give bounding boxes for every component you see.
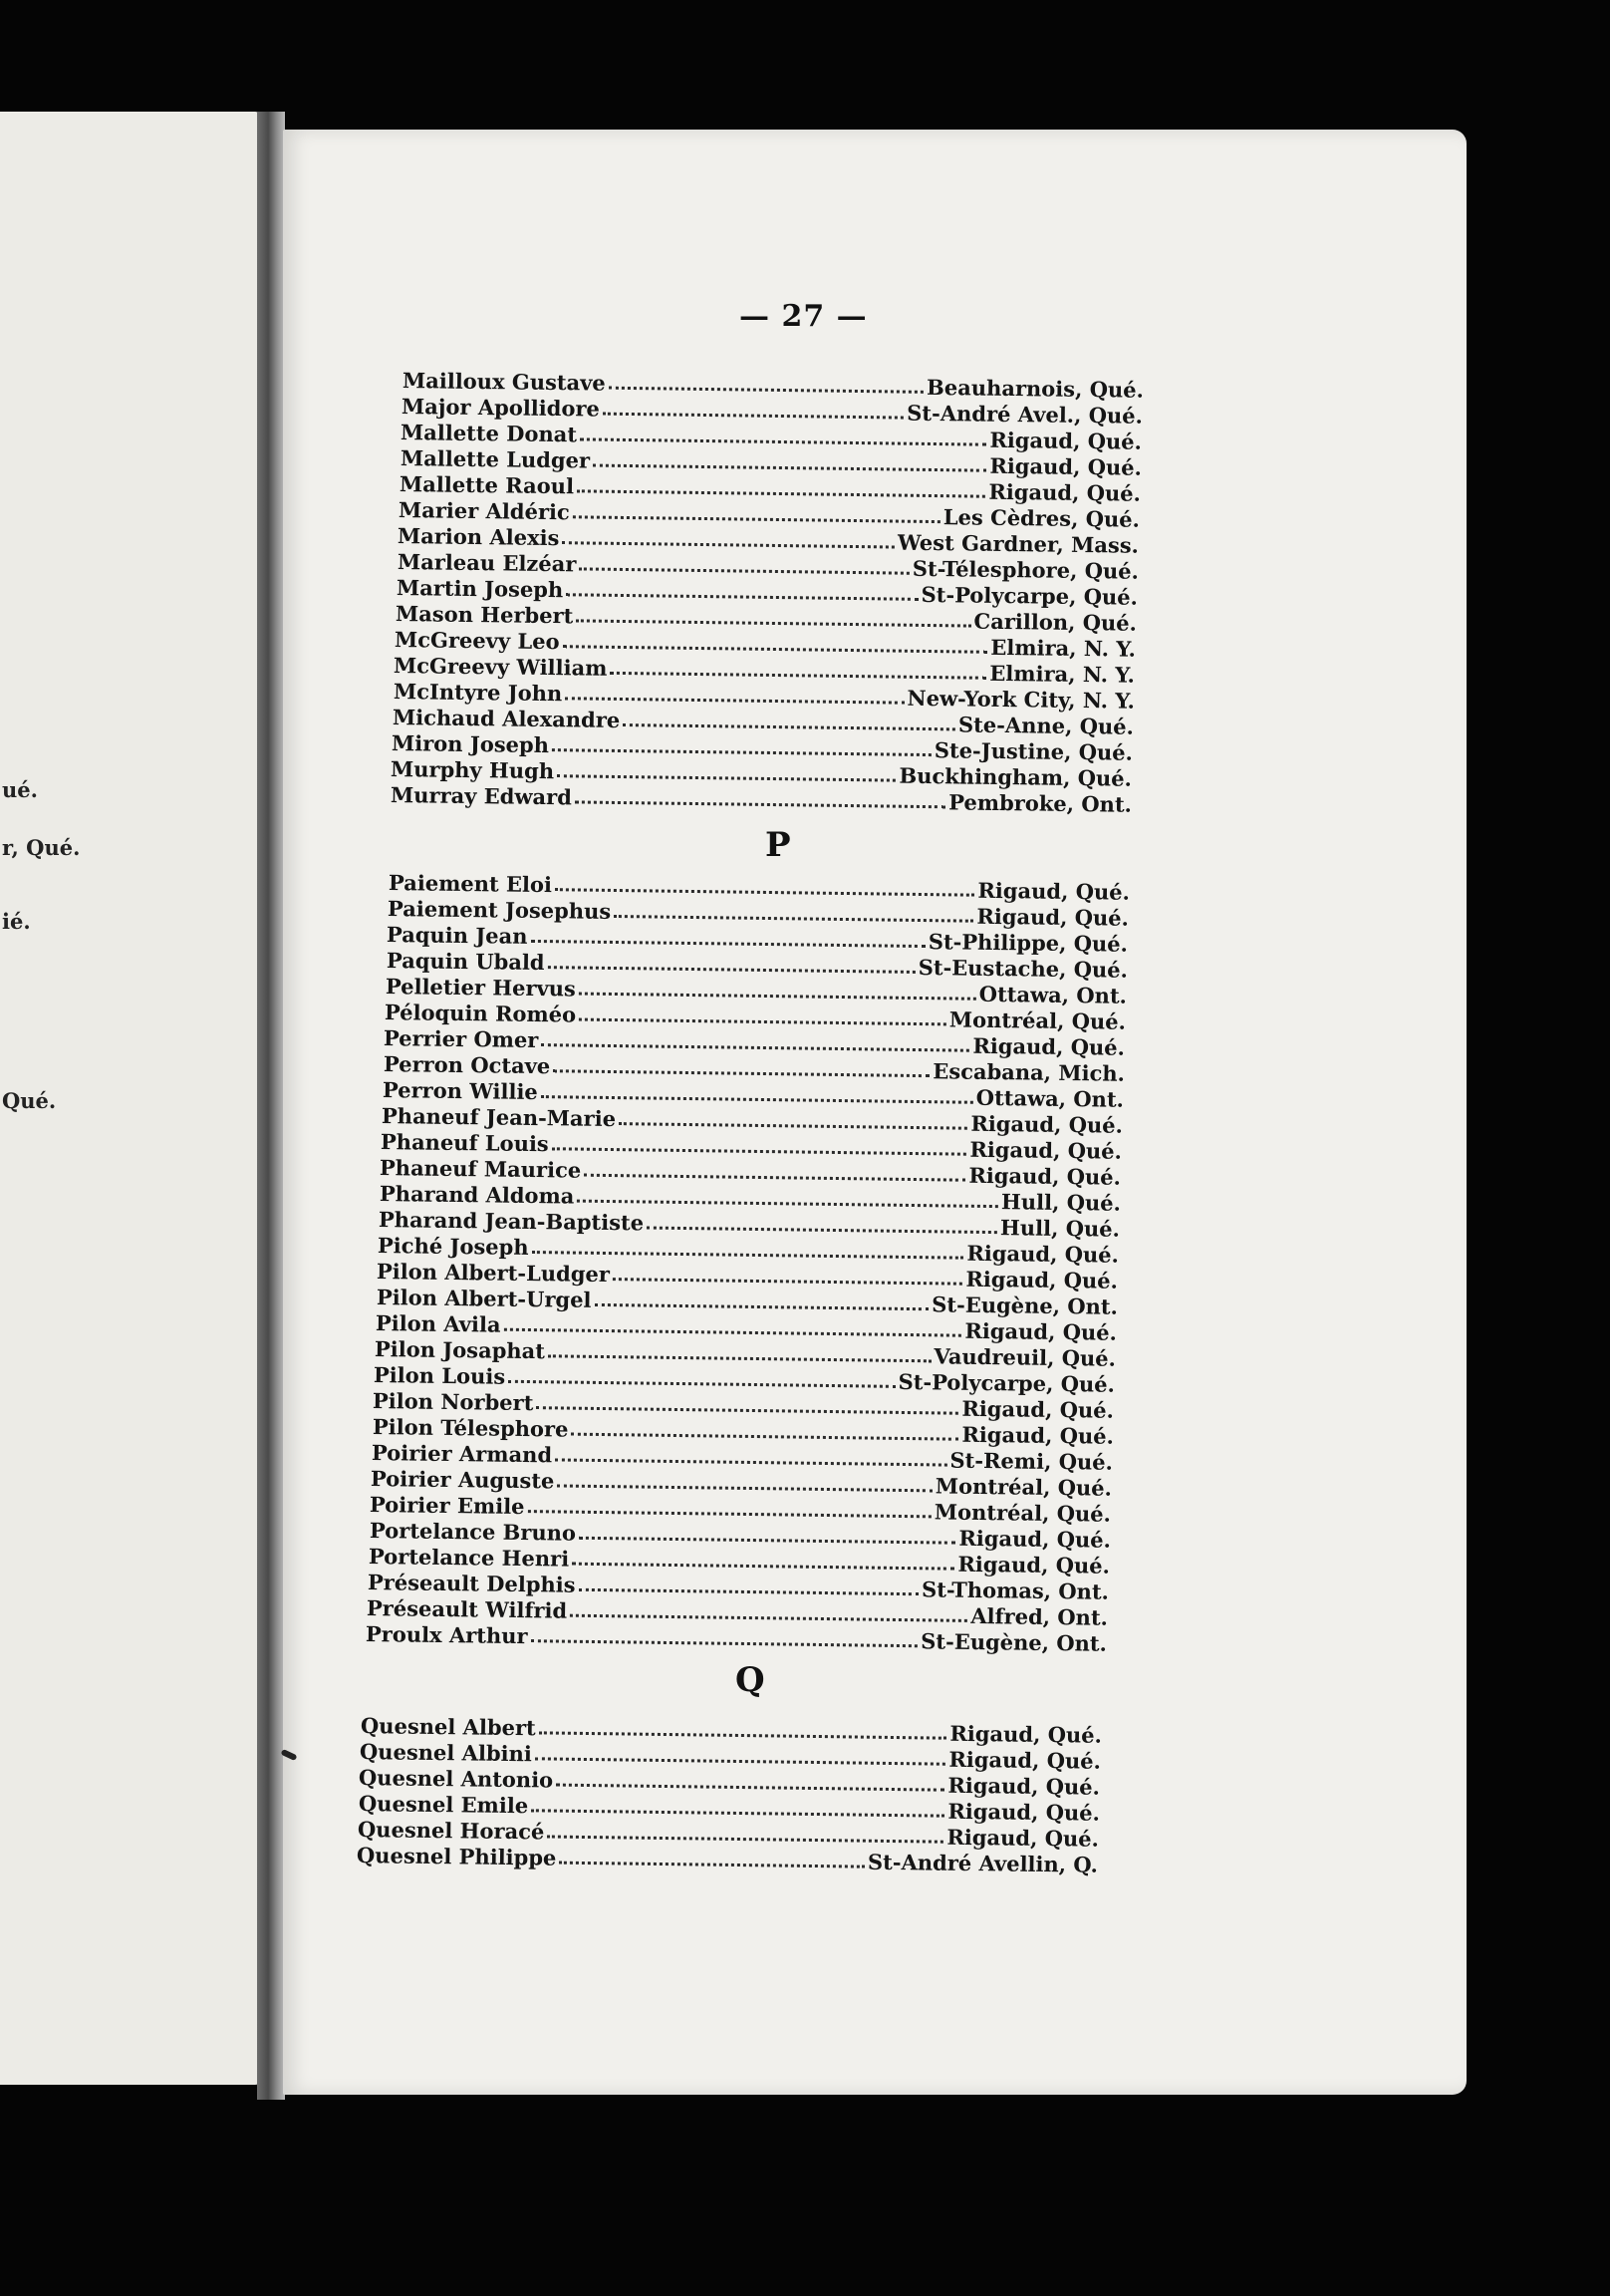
entry-place: Rigaud, Qué.	[989, 427, 1143, 454]
left-fragment-3: ié.	[2, 909, 31, 934]
entry-place: Rigaud, Qué.	[989, 452, 1143, 480]
dot-leader	[562, 541, 895, 548]
entry-place: Beauharnois, Qué.	[926, 374, 1145, 403]
entry-name: Major Apollidore	[401, 394, 601, 422]
entry-place: St-André Avel., Qué.	[907, 400, 1144, 429]
entry-place: Rigaud, Qué.	[946, 1824, 1100, 1852]
entry-name: Piché Joseph	[377, 1233, 529, 1260]
dot-leader	[555, 888, 974, 897]
entry-name: Pharand Jean-Baptiste	[378, 1207, 645, 1236]
dot-leader	[576, 619, 970, 627]
entry-name: Murray Edward	[390, 782, 573, 810]
dot-leader	[531, 1251, 963, 1260]
entry-place: Montréal, Qué.	[934, 1499, 1112, 1527]
dot-leader	[508, 1380, 895, 1388]
dot-leader	[580, 437, 986, 445]
entry-place: Pembroke, Ont.	[948, 789, 1133, 817]
entry-name: Miron Joseph	[391, 730, 550, 758]
dot-leader	[579, 567, 910, 574]
dot-leader	[531, 1639, 919, 1647]
entry-place: St-Eugène, Ont.	[921, 1628, 1108, 1656]
entry-place: Hull, Qué.	[1000, 1189, 1122, 1216]
entry-place: Rigaud, Qué.	[961, 1421, 1115, 1449]
entry-place: Rigaud, Qué.	[958, 1525, 1112, 1553]
entry-name: McGreevy William	[393, 653, 608, 681]
dot-leader	[556, 1784, 944, 1792]
entry-name: Pilon Albert-Ludger	[376, 1259, 611, 1288]
entry-name: Pharand Aldoma	[379, 1181, 575, 1209]
entry-name: Perron Willie	[382, 1077, 538, 1105]
entry-place: Rigaud, Qué.	[947, 1772, 1101, 1800]
dot-leader	[535, 1757, 946, 1765]
entry-name: Paiement Josephus	[387, 896, 612, 924]
dot-leader	[547, 1835, 943, 1843]
entry-name: Poirier Auguste	[370, 1466, 555, 1494]
entry-name: Pelletier Hervus	[385, 974, 577, 1002]
dot-leader	[557, 1484, 933, 1492]
entry-place: St-Thomas, Ont.	[921, 1577, 1110, 1604]
entry-place: Ste-Anne, Qué.	[957, 712, 1135, 739]
entry-name: Perrier Omer	[383, 1025, 539, 1053]
entry-place: Elmira, N. Y.	[990, 634, 1137, 662]
entry-name: Phaneuf Maurice	[379, 1155, 582, 1183]
entry-name: Marion Alexis	[397, 523, 560, 551]
dot-leader	[527, 1510, 931, 1518]
entry-name: Phaneuf Louis	[380, 1129, 549, 1157]
entry-name: Mallette Raoul	[399, 471, 575, 499]
dot-leader	[552, 1147, 967, 1155]
entry-name: Proulx Arthur	[365, 1621, 528, 1649]
entry-name: Pilon Avila	[375, 1310, 501, 1337]
dot-leader	[541, 1095, 973, 1104]
dot-leader	[614, 915, 973, 923]
dot-leader	[610, 672, 986, 680]
dot-leader	[578, 1588, 919, 1595]
dot-leader	[613, 1278, 963, 1286]
dot-leader	[577, 489, 985, 497]
entry-name: Marleau Elzéar	[397, 549, 577, 577]
dot-leader	[557, 774, 896, 781]
entry-place: Elmira, N. Y.	[989, 660, 1136, 688]
entry-place: Rigaud, Qué.	[977, 877, 1131, 905]
dot-leader	[566, 593, 918, 601]
dot-leader	[552, 748, 932, 756]
dot-leader	[539, 1731, 947, 1739]
entry-place: West Gardner, Mass.	[897, 529, 1140, 558]
dot-leader	[559, 1862, 865, 1868]
entry-place: Rigaud, Qué.	[949, 1720, 1103, 1748]
entry-name: Phaneuf Jean-Marie	[381, 1103, 617, 1132]
entry-place: St-Télesphore, Qué.	[912, 555, 1140, 584]
dot-leader	[584, 1174, 965, 1182]
entry-place: Rigaud, Qué.	[948, 1746, 1102, 1774]
entry-name: Paquin Jean	[386, 922, 528, 949]
entry-place: St-Philippe, Qué.	[928, 929, 1129, 957]
dot-leader	[571, 1433, 958, 1441]
entry-name: McIntyre John	[393, 679, 563, 707]
entry-place: St-Remi, Qué.	[949, 1447, 1114, 1475]
entry-place: Buckhingham, Qué.	[899, 762, 1133, 791]
dot-leader	[579, 1537, 955, 1545]
entry-name: Portelance Henri	[368, 1544, 570, 1572]
entry-place: Rigaud, Qué.	[964, 1317, 1118, 1345]
entry-name: Paiement Eloi	[388, 870, 553, 898]
dot-leader	[548, 966, 916, 974]
dot-leader	[530, 940, 925, 948]
entry-place: Rigaud, Qué.	[966, 1240, 1120, 1268]
entry-place: St-Eugène, Ont.	[932, 1292, 1119, 1319]
entry-place: Rigaud, Qué.	[970, 1110, 1124, 1138]
entry-name: Préseault Wilfrid	[366, 1595, 568, 1623]
entry-place: Escabana, Mich.	[933, 1058, 1126, 1086]
entry-name: Mallette Donat	[400, 420, 578, 447]
dot-leader	[548, 1354, 932, 1362]
entry-name: Murphy Hugh	[390, 756, 555, 784]
entry-place: Carillon, Qué.	[973, 608, 1138, 636]
entry-place: Montréal, Qué.	[935, 1473, 1113, 1501]
entry-name: Pilon Norbert	[372, 1388, 534, 1416]
entry-name: Pilon Télesphore	[372, 1414, 569, 1442]
entry-place: St-Polycarpe, Qué.	[921, 581, 1139, 610]
previous-page-fragment	[0, 112, 261, 2085]
section-letter-q: Q	[735, 1660, 765, 1700]
left-fragment-1: ué.	[2, 777, 38, 802]
entry-place: Rigaud, Qué.	[965, 1266, 1119, 1293]
entry-place: Rigaud, Qué.	[947, 1798, 1101, 1826]
entry-place: Alfred, Ont.	[970, 1602, 1109, 1630]
entry-name: Quesnel Antonio	[358, 1765, 554, 1793]
dot-leader	[563, 645, 988, 654]
entry-name: McGreevy Leo	[394, 627, 560, 655]
dot-leader	[594, 1303, 929, 1310]
dot-leader	[572, 1563, 954, 1571]
dot-leader	[579, 1018, 946, 1026]
book-binding-gutter	[257, 112, 285, 2100]
dot-leader	[623, 723, 955, 730]
entry-name: Péloquin Roméo	[384, 1000, 577, 1027]
dot-leader	[565, 697, 904, 704]
entry-place: Rigaud, Qué.	[988, 478, 1142, 506]
entry-name: Portelance Bruno	[369, 1518, 577, 1546]
entry-place: Vaudreuil, Qué.	[934, 1343, 1117, 1371]
entry-name: Quesnel Horacé	[357, 1817, 545, 1845]
entry-name: Quesnel Emile	[358, 1791, 529, 1819]
entry-name: Pilon Albert-Urgel	[376, 1285, 592, 1312]
entry-name: Michaud Alexandre	[392, 705, 621, 732]
dot-leader	[553, 1069, 930, 1077]
dot-leader	[603, 413, 904, 420]
dot-leader	[609, 387, 924, 394]
entry-place: St-André Avellin, Q.	[867, 1849, 1099, 1877]
dot-leader	[647, 1227, 997, 1235]
dot-leader	[577, 1200, 998, 1209]
dot-leader	[593, 464, 986, 472]
entry-place: New-York City, N. Y.	[907, 685, 1136, 714]
entry-place: Rigaud, Qué.	[976, 903, 1130, 931]
entry-name: Préseault Delphis	[367, 1570, 576, 1597]
entry-name: Poirier Armand	[371, 1440, 553, 1468]
entry-place: Ste-Justine, Qué.	[934, 737, 1134, 765]
dot-leader	[555, 1458, 946, 1466]
entry-name: Poirier Emile	[369, 1492, 525, 1520]
section-letter-p: P	[765, 825, 791, 865]
entry-place: St-Polycarpe, Qué.	[898, 1368, 1116, 1397]
entry-place: Montréal, Qué.	[948, 1006, 1127, 1034]
entry-place: Hull, Qué.	[999, 1215, 1121, 1242]
entry-name: Mallette Ludger	[400, 445, 591, 473]
entry-place: Rigaud, Qué.	[968, 1162, 1122, 1190]
dot-leader	[619, 1122, 967, 1130]
page-number: — 27 —	[739, 299, 868, 334]
entry-name: Paquin Ubald	[386, 948, 545, 976]
entry-name: Mason Herbert	[395, 601, 574, 629]
entry-name: Marier Aldéric	[398, 497, 570, 525]
dot-leader	[536, 1406, 958, 1415]
entry-place: Rigaud, Qué.	[969, 1136, 1123, 1164]
entry-place: Rigaud, Qué.	[972, 1032, 1126, 1060]
entry-name: Pilon Louis	[373, 1362, 506, 1389]
entry-place: Rigaud, Qué.	[961, 1395, 1115, 1423]
dot-leader	[570, 1614, 967, 1622]
entry-place: Rigaud, Qué.	[957, 1551, 1111, 1578]
entry-place: Les Cèdres, Qué.	[942, 504, 1141, 532]
dot-leader	[531, 1809, 944, 1817]
dot-leader	[541, 1043, 969, 1052]
entry-place: St-Eustache, Qué.	[918, 954, 1129, 983]
entry-name: Martin Joseph	[396, 575, 564, 603]
dot-leader	[573, 515, 940, 523]
entry-name: Pilon Josaphat	[374, 1336, 546, 1364]
entry-name: Perron Octave	[383, 1051, 551, 1079]
entry-name: Quesnel Albini	[359, 1739, 532, 1767]
entry-place: Ottawa, Ont.	[975, 1084, 1125, 1112]
entry-name: Quesnel Philippe	[356, 1843, 557, 1870]
entry-place: Ottawa, Ont.	[978, 981, 1128, 1008]
dot-leader	[575, 800, 945, 808]
left-fragment-2: r, Qué.	[2, 835, 81, 860]
dot-leader	[579, 993, 976, 1001]
entry-name: Mailloux Gustave	[402, 368, 606, 396]
dot-leader	[503, 1328, 961, 1337]
left-fragment-4: Qué.	[2, 1088, 57, 1113]
entry-name: Quesnel Albert	[360, 1713, 536, 1741]
